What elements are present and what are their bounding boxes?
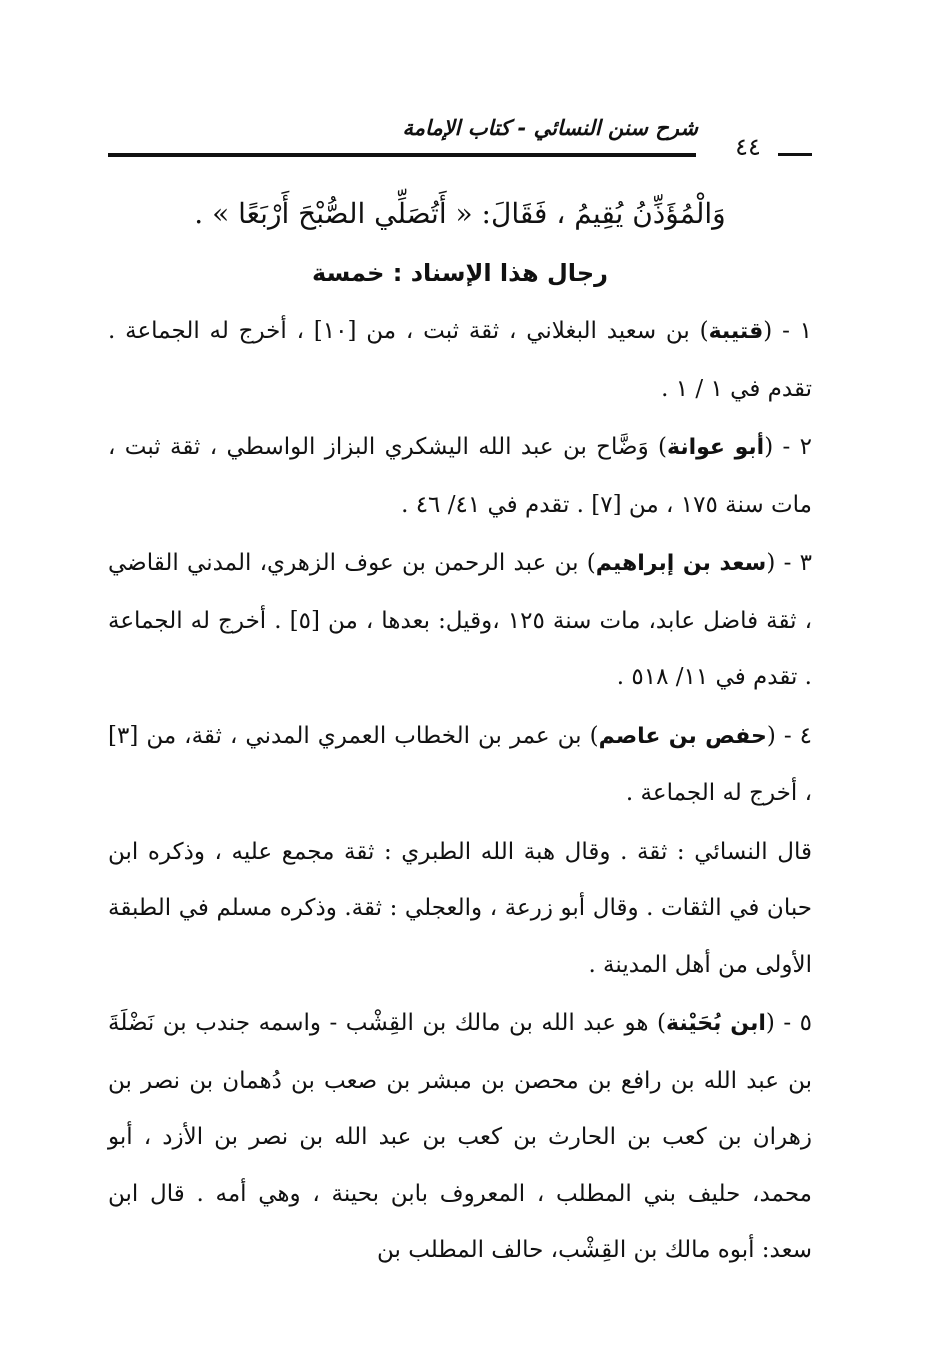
narrators-block (108, 303, 812, 1279)
narrator-name: قتيبة (708, 319, 764, 344)
narrator-paragraph-4 (108, 708, 812, 822)
narrator-paragraph-2 (108, 419, 812, 533)
page-number-dash (778, 153, 812, 156)
narrator-details: ) بن عبد الرحمن بن عوف الزهري، المدني القاضي ، ثقة فاضل عابد، مات سنة ١٢٥ ،وقيل: بعدها ، من [٥] . أخرج له الجماعة . تقدم في ١١/ ٥١٨ . (108, 550, 812, 690)
narrator-name: ابن بُحَيْنة (666, 1011, 766, 1036)
note-paragraph: قال النسائي : ثقة . وقال هبة الله الطبري : ثقة مجمع عليه ، وذكره ابن حبان في الثقات . وقال أبو زرعة ، والعجلي : ثقة. وذكره مسلم في الطبقة الأولى من أهل المدينة . (108, 838, 812, 978)
narrator-name: سعد بن إبراهيم (595, 551, 767, 576)
page-number: ٤٤ (735, 133, 761, 161)
running-header-title: شرح سنن النسائي - كتاب الإمامة (402, 116, 698, 140)
section-heading: رجال هذا الإسناد : خمسة (312, 259, 608, 287)
narrator-details: ) بن عمر بن الخطاب العمري المدني ، ثقة، من [٣] ، أخرج له الجماعة . (108, 722, 812, 806)
narrator-number: ٥ - ( (765, 1010, 812, 1036)
narrator-number: ٤ - ( (766, 722, 812, 749)
narrator-name: أبو عوانة (666, 435, 765, 460)
narrator-number: ١ - ( (763, 318, 812, 344)
hadith-verse-line: وَالْمُؤَذِّنُ يُقِيمُ ، فَقَالَ: « أَتُصَلِّي الصُّبْحَ أَرْبَعًا » . (194, 197, 726, 230)
narrator-number: ٢ - ( (764, 434, 812, 460)
narrator-paragraph-1 (108, 303, 812, 417)
narrator-details: ) وَضَّاح بن عبد الله اليشكري البزاز الواسطي ، ثقة ثبت ، مات سنة ١٧٥ ، من [٧] . تقدم في ٤١/ ٤٦ . (108, 434, 812, 518)
narrator-details: ) بن سعيد البغلاني ، ثقة ثبت ، من [١٠] ، أخرج له الجماعة . تقدم في ١ / ١ . (108, 318, 812, 402)
header-rule (108, 153, 696, 157)
narrator-paragraph-3 (108, 535, 812, 706)
narrator-details: ) هو عبد الله بن مالك بن القِشْب - واسمه جندب بن نَضْلَةَ بن عبد الله بن رافع بن محصن بن مبشر بن صعب بن دُهمان بن نصر بن زهران بن كعب بن الحارث بن كعب بن عبد الله بن نصر بن الأزد ، أبو محمد، حليف بني المطلب ، المعروف بابن بحينة ، وهي أمه . قال ابن سعد: أبوه مالك بن القِشْب، حالف المطلب بن (108, 1010, 812, 1263)
narrator-paragraph-5 (108, 995, 812, 1279)
narrator-number: ٣ - ( (766, 550, 812, 576)
narrator-name: حفص بن عاصم (598, 723, 767, 749)
